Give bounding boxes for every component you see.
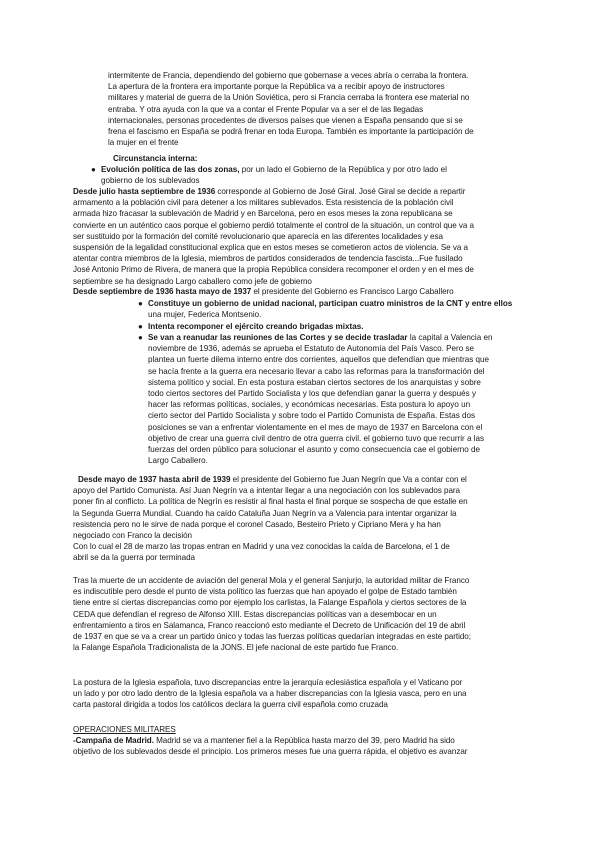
text-line: armamento a la población civil para detener a los militares sublevados. Esta resistencia de la población civil (73, 198, 454, 208)
text-line: se hacía frente a la guerra era necesario llevar a cabo las reformas para la transformación del (148, 366, 485, 376)
text-line: es indiscutible pero desde el punto de vista político las fuerzas que han apoyado el golpe de Estado también (73, 587, 457, 597)
text-line: Largo Caballero. (148, 456, 208, 466)
text-line: José Antonio Primo de Rivera, de manera que la propia República considera recomponer el orden y en el mes de (73, 265, 474, 275)
text-line: apoyo del Partido Comunista. Así Juan Negrín va a intentar llegar a una negociación con los sublevados para (73, 486, 460, 496)
giral-paragraph (73, 186, 543, 287)
text-line: intermitente de Francia, dependiendo del gobierno que gobernase a veces abría o cerraba la frontera. (108, 71, 469, 80)
text-line: cierto sector del Partido Socialista y sobre todo el Partido Comunista de España. Estas dos (148, 411, 476, 421)
text-line: plantea un fuerte dilema interno entre dos corrientes, aquellos que defendían que mientras que (148, 355, 490, 365)
evolucion-bold: Evolución política de las dos zonas, (101, 165, 240, 174)
text-line: ser sustituido por la formación del comité revolucionario que aparecía en las diferentes localidades y esa (73, 231, 443, 241)
text-line: noviembre de 1936, además se aprueba el Estatuto de Autonomía del País Vasco. Pero se (148, 344, 475, 354)
text-line: sistema político y social. En esta postura estaban ciertos sectores de los anarquistas y sobre (148, 377, 481, 387)
text-line: negociado con Franco la decisión (73, 531, 192, 541)
text-line: La postura de la Iglesia española, tuvo discrepancias entre la jerarquía eclesiástica española y el Vaticano por (73, 678, 463, 687)
bullet-brigadas-mixtas (138, 321, 538, 332)
text-line: Intenta recomponer el ejército creando brigadas mixtas. (148, 322, 364, 331)
operaciones-section (73, 724, 543, 758)
text-line: Constituye un gobierno de unidad nacional, participan cuatro ministros de la CNT y entre ellos (148, 299, 513, 308)
bullet-dot-icon: ● (91, 165, 96, 174)
text-line: CEDA que defendían el regreso de Alfonso XIII. Estas discrepancias políticas van a desembocar en un (73, 609, 437, 619)
text-line: gobierno de los sublevados (101, 176, 200, 186)
text-line: enfrentamiento a tiros en Salamanca, Franco reaccionó esto mediante el Decreto de Unificación del 19 de abril (73, 620, 466, 630)
text-line: una mujer, Federica Montsenio. (148, 310, 262, 320)
text-line: La apertura de la frontera era importante porque la República va a recibir apoyo de instructores (108, 82, 445, 92)
campana-madrid-label: -Campaña de Madrid. (73, 736, 154, 746)
iglesia-paragraph (73, 677, 543, 711)
negrin-period: Desde mayo de 1937 hasta abril de 1939 (78, 475, 231, 484)
bullet-dot-icon: ● (138, 322, 143, 331)
largo-heading-line (73, 286, 543, 297)
text-line: septiembre se ha designado Largo caballero como jefe de gobierno (73, 276, 312, 286)
text-line: un lado y por otro lado dentro de la Iglesia española va a haber discrepancias con la Iglesia vasca, pero en una (73, 689, 467, 699)
text-line: tiene entre sí ciertas discrepancias como por ejemplo los carlistas, la Falange Española y ciertos sectores de la (73, 598, 467, 608)
text-line: resistencia pero no le sirve de nada porque el coronel Casado, Besteiro Prieto y Cipriano Mera y ha han (73, 519, 441, 529)
largo-rest: el presidente del Gobierno es Francisco Largo Caballero (251, 287, 454, 296)
cortes-first-rest: la capital a Valencia en (407, 333, 493, 342)
cortes-bold: Se van a reanudar las reuniones de las Cortes y se decide trasladar (148, 333, 408, 342)
giral-first-rest: corresponde al Gobierno de José Giral. José Giral se decide a repartir (215, 187, 466, 196)
text-line: fuerzas del orden público para solucionar el asunto y como consecuencia cae el gobierno de (148, 445, 481, 455)
text-line: armada hizo fracasar la sublevación de Madrid y en Barcelona, pero en esos meses la zona republicana se (73, 209, 453, 219)
section-heading-circunstancia: Circunstancia interna: (113, 154, 198, 163)
text-line: frena el fascismo en España se podrá frenar en toda Europa. También es importante la participación de (108, 127, 474, 137)
bullet-cortes (138, 332, 538, 466)
negrin-first-rest: el presidente del Gobierno fue Juan Negrín que Va a contar con el (230, 475, 467, 484)
text-line: todo ciertos sectores del Partido Socialista y los que defendían ganar la guerra y después y (148, 389, 476, 399)
bullet-dot-icon: ● (138, 333, 143, 342)
operaciones-first-rest: Madrid se va a mantener fiel a la República hasta marzo del 39, pero Madrid ha sido (153, 736, 455, 746)
bullet-unidad-nacional (138, 298, 538, 320)
text-line: objetivo de los sublevados desde el principio. Los primeros meses fue una guerra rápida, el objetivo es avanzar (73, 747, 468, 757)
text-line: de 1937 en que se va a crear un partido único y todas las fuerzas políticas quedarían integradas en este partido; (73, 632, 471, 642)
bullet-dot-icon: ● (138, 299, 143, 308)
intro-paragraph (108, 70, 528, 148)
section-heading-operaciones: OPERACIONES MILITARES (73, 725, 176, 734)
text-line: posiciones se van a enfrentar violentamente en el mes de mayo de 1937 en Barcelona con el (148, 422, 483, 432)
text-line: objetivo de crear una guerra civil dentro de otra guerra civil. el gobierno tuvo que recurrir a las (148, 433, 485, 443)
text-line: entraba. Y otra ayuda con la que va a contar el Frente Popular va a ser el de las llegadas (108, 104, 424, 114)
text-line: abril se da la guerra por terminada (73, 553, 195, 563)
text-line: Tras la muerte de un accidente de aviación del general Mola y el general Sanjurjo, la autoridad militar de Franco (73, 576, 470, 585)
bullet-evolucion (91, 164, 531, 186)
text-line: poner fin al conflicto. La política de Negrín es resistir al final hasta el final porque se sospecha de que estalle en (73, 497, 468, 507)
text-line: la Falange Española Tradicionalista de la JONS. El jefe nacional de este partido fue Franco. (73, 643, 399, 653)
giral-period: Desde julio hasta septiembre de 1936 (73, 187, 216, 196)
mola-paragraph (73, 575, 543, 653)
text-line: la Segunda Guerra Mundial. Cuando ha caído Cataluña Juan Negrín va a Valencia para intentar organizar la (73, 508, 457, 518)
text-line: hacer las reformas políticas, sociales, y económicas necesarias. Esta postura lo apoyo un (148, 400, 471, 410)
text-line: atentar contra miembros de la Iglesia, miembros de partidos considerados de tendencia fascista...Fue fusilado (73, 254, 463, 264)
text-line: convierte en un auténtico caos porque el gobierno perdió totalmente el control de la situación, un control que va a (73, 220, 475, 230)
evolucion-rest: por un lado el Gobierno de la República y por otro lado el (239, 165, 447, 174)
text-line: Con lo cual el 28 de marzo las tropas entran en Madrid y una vez conocidas la caída de Barcelona, el 1 de (73, 542, 450, 552)
text-line: la mujer en el frente (108, 138, 179, 148)
text-line: militares y material de guerra de la Unión Soviética, pero si Francia cerraba la frontera ese material no (108, 93, 470, 103)
text-line: suspensión de la legalidad constitucional explica que en estos meses se cometieron actos de violencia. Se va a (73, 243, 468, 253)
largo-period: Desde septiembre de 1936 hasta mayo de 1937 (73, 287, 252, 296)
text-line: carta pastoral dirigida a todos los católicos declara la guerra civil española como cruzada (73, 700, 388, 710)
negrin-paragraph (73, 474, 543, 564)
text-line: internacionales, personas procedentes de diversos países que vienen a España pensando que si se (108, 115, 463, 125)
